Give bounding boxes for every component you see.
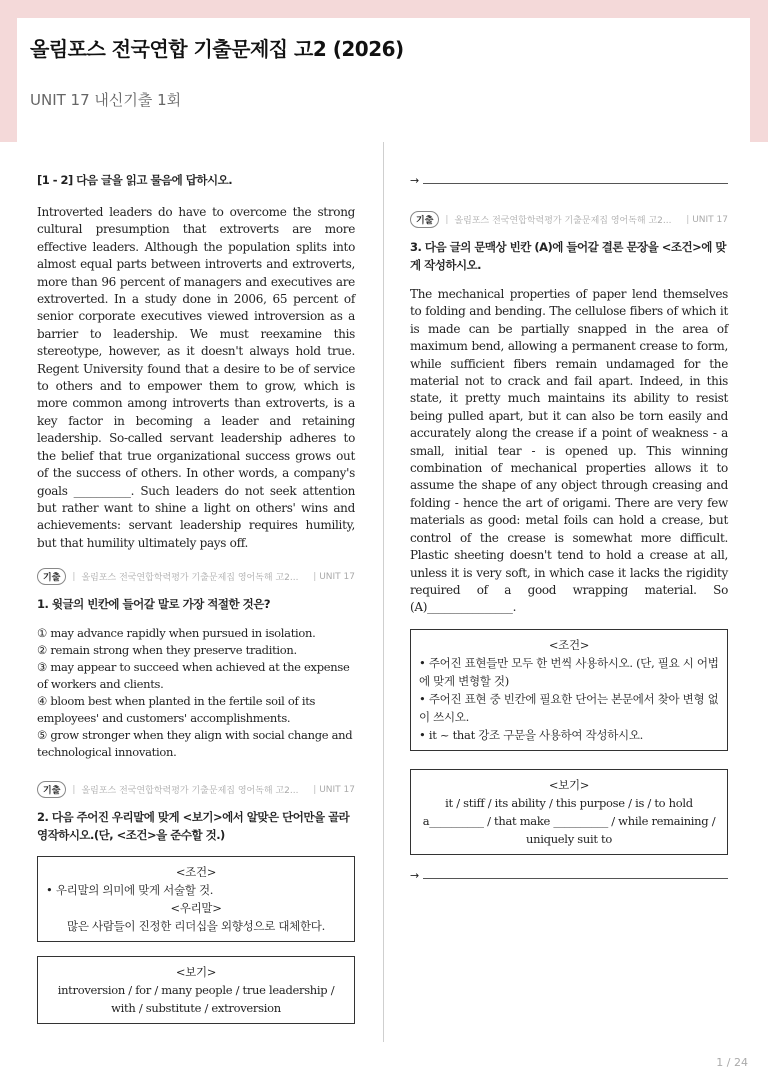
unit-label: | UNIT 17 <box>313 571 355 582</box>
unit-label: | UNIT 17 <box>686 214 728 225</box>
arrow-icon: → <box>410 868 420 882</box>
question-1-title: 1. 윗글의 빈칸에 들어갈 말로 가장 적절한 것은? <box>37 597 271 612</box>
example-box <box>37 956 355 1024</box>
condition-box <box>410 629 728 751</box>
page-number: 1 / 24 <box>716 1056 748 1069</box>
gichul-badge: 기출 <box>37 781 66 798</box>
condition-box <box>37 856 355 942</box>
korean-heading: <우리말> <box>170 901 222 916</box>
gichul-badge: 기출 <box>410 211 439 228</box>
example-heading: <보기> <box>548 777 590 792</box>
passage-3: The mechanical properties of paper lend themselves to folding and bending. The cellulose fibers of which it is made can be partially snapped in the area of maximum bend, allowing a permanent crease to form, while sufficient fibers remain undamaged for the material not to crack and fail apart. Indeed, in this state, it pretty much maintains its ability to resist being pulled apart, but it can also be torn easily and accurately along the crease if a point of weakness - a small, initial tear - is opened up. This winning combination of mechanical properties allows it to assume the shape of any object through creasing and folding - hence the art of origami. There are very few materials as good: metal foils can hold a crease, but control of the crease is somewhat more difficult. Plastic sheeting doesn't tend to hold a crease at all, unless it is very soft, in which case it lacks the rigidity required of a good wrapping material. So (A)_______________. <box>410 287 728 615</box>
answer-line-q2[interactable] <box>410 174 728 187</box>
page-subtitle: UNIT 17 내신기출 1회 <box>30 91 182 109</box>
arrow-icon: → <box>410 174 420 187</box>
passage-1: Introverted leaders do have to overcome the strong cultural presumption that extroverts are more effective leaders. Although the population splits into almost equal parts between introverts and extroverts, more than 96 percent of managers and executives are extroverted. In a study done in 2006, 65 percent of senior corporate executives viewed introversion as a barrier to leadership. We must reexamine this stereotype, however, as it doesn't always hold true. Regent University found that a desire to be of service to others and to empower them to grow, which is more common among introverts than extroverts, is a key factor in becoming a leader and retaining leadership. So-called servant leadership adheres to the belief that true organizational success grows out of the success of others. In other words, a company's goals __________. Such leaders do not seek attention but rather want to shine a light on others' wins and achievements: servant leadership requires humility, but that humility ultimately pays off. <box>37 205 355 550</box>
question-instruction: [1 - 2] 다음 글을 읽고 물음에 답하시오. <box>37 173 233 187</box>
condition-item-1: • 주어진 표현들만 모두 한 번씩 사용하시오. (단, 필요 시 어법에 맞게 변형할 것) <box>419 655 719 688</box>
source-label: 올림포스 전국연합학력평가 기출문제집 영어독해 고2... <box>454 216 672 226</box>
question-3-title: 3. 다음 글의 문맥상 빈칸 (A)에 들어갈 결론 문장을 <조건>에 맞게 작성하시오. <box>410 240 726 272</box>
source-label: 올림포스 전국연합학력평가 기출문제집 영어독해 고2... <box>81 786 299 797</box>
condition-heading: <조건> <box>548 637 590 652</box>
question-1-tagline <box>37 568 355 585</box>
korean-sentence: 많은 사람들이 진정한 리더십을 외향성으로 대체한다. <box>67 919 325 934</box>
question-2-tagline <box>37 781 355 798</box>
condition-item-2: • 주어진 표현 중 빈칸에 필요한 단어는 본문에서 찾아 변형 없이 쓰시오. <box>419 691 719 724</box>
right-column <box>410 172 728 882</box>
column-divider <box>383 142 384 1042</box>
question-3-tagline <box>410 211 728 228</box>
separator: | <box>72 571 76 582</box>
page-title: 올림포스 전국연합 기출문제집 고2 (2026) <box>30 37 404 61</box>
gichul-badge: 기출 <box>37 568 66 585</box>
choice-4: ④ bloom best when planted in the fertile soil of its employees' and customers' accomplishments. <box>37 694 316 726</box>
question-2-title: 2. 다음 주어진 우리말에 맞게 <보기>에서 알맞은 단어만을 골라 영작하시오.(단, <조건>을 준수할 것.) <box>37 810 350 843</box>
example-words: introversion / for / many people / true leadership / with / substitute / extroversion <box>57 983 335 1016</box>
source-label: 올림포스 전국연합학력평가 기출문제집 영어독해 고2... <box>81 573 299 584</box>
separator: | <box>72 784 76 795</box>
choice-5: ⑤ grow stronger when they align with social change and technological innovation. <box>37 728 353 760</box>
condition-item: • 우리말의 의미에 맞게 서술할 것. <box>46 883 214 898</box>
choice-1: ① may advance rapidly when pursued in isolation. <box>37 626 316 641</box>
example-box <box>410 769 728 855</box>
separator: | <box>445 214 449 225</box>
choice-3: ③ may appear to succeed when achieved at the expense of workers and clients. <box>37 660 350 692</box>
condition-item-3: • it ~ that 강조 구문을 사용하여 작성하시오. <box>419 727 643 742</box>
question-1-choices <box>37 625 355 761</box>
choice-2: ② remain strong when they preserve tradition. <box>37 643 297 658</box>
answer-blank[interactable] <box>423 872 728 879</box>
answer-line-q3[interactable] <box>410 869 728 882</box>
left-column <box>37 172 355 1024</box>
condition-heading: <조건> <box>175 865 217 880</box>
answer-blank[interactable] <box>423 177 728 184</box>
unit-label: | UNIT 17 <box>313 784 355 795</box>
example-words: it / stiff / its ability / this purpose / is / to hold a__________ / that make __________ / while remaining / uniquely suit to <box>422 795 716 846</box>
example-heading: <보기> <box>175 965 217 980</box>
